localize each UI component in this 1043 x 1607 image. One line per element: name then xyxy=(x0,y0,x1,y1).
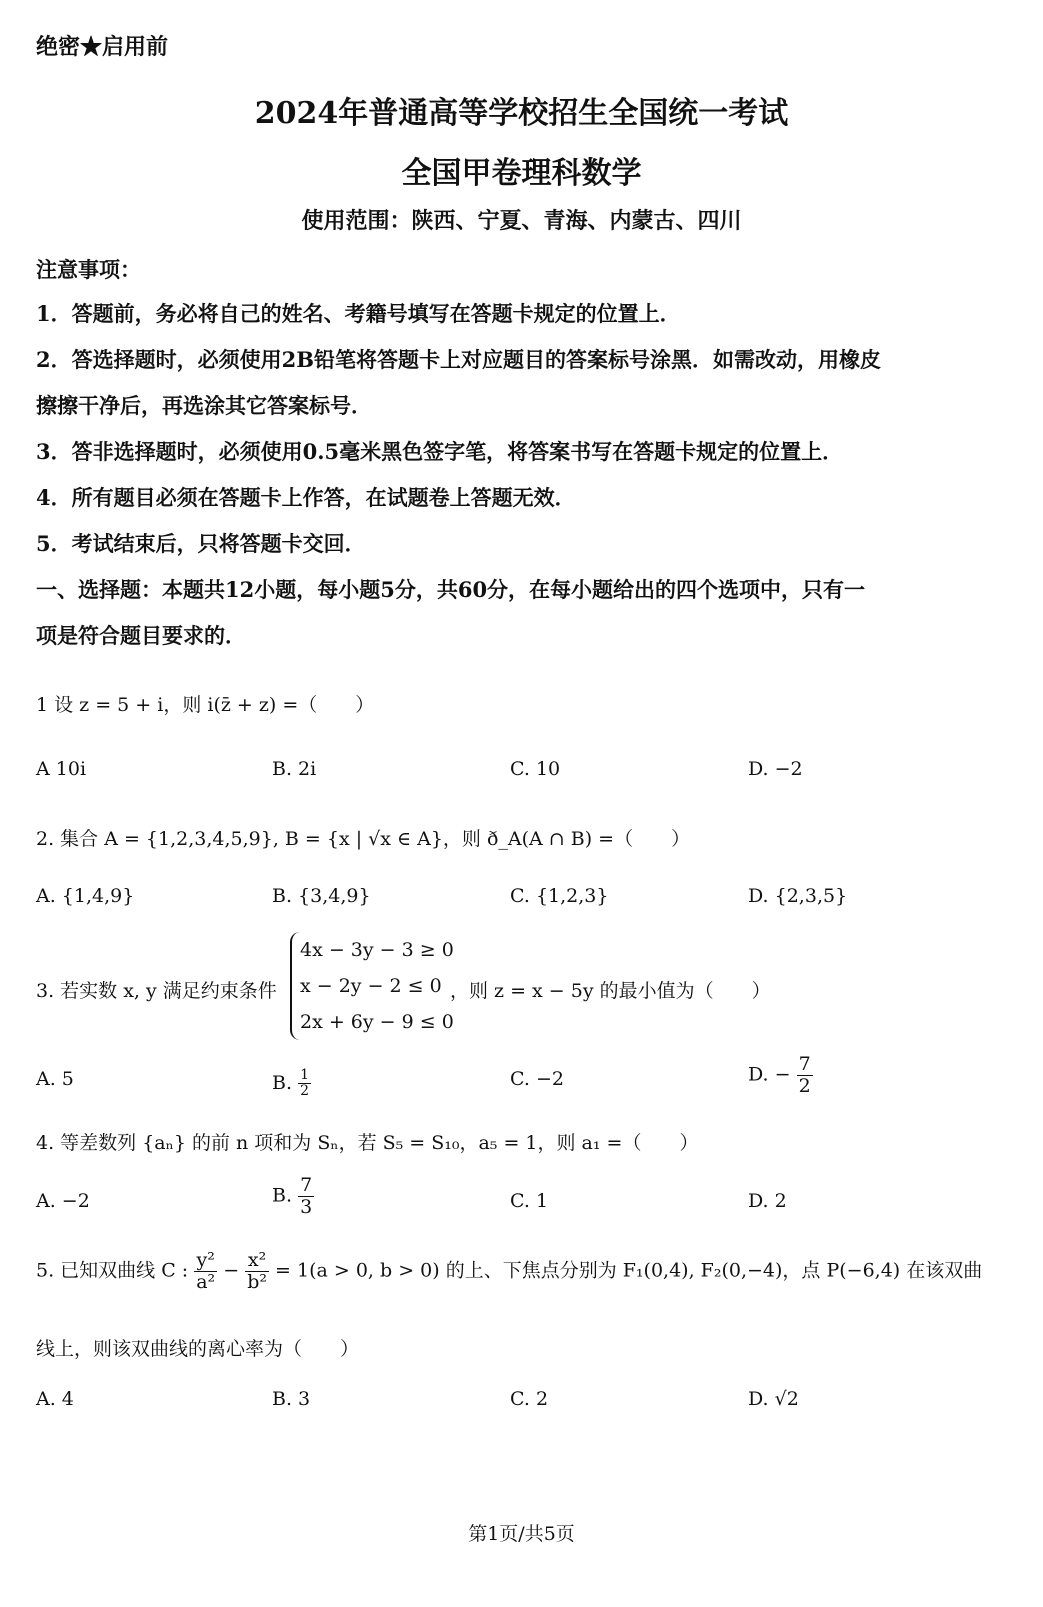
q5-option-b: B. 3 xyxy=(272,1388,311,1410)
fraction-denominator: 2 xyxy=(300,1083,309,1100)
note-item: 4．所有题目必须在答题卡上作答，在试题卷上答题无效． xyxy=(36,485,576,510)
q5-minus: − xyxy=(223,1259,240,1282)
q3-option-c: C. −2 xyxy=(510,1068,564,1090)
fraction-denominator: b² xyxy=(247,1270,267,1293)
question-3-stem-pre: 3. 若实数 x, y 满足约束条件 xyxy=(36,980,277,1002)
q3-option-d-fraction xyxy=(797,1054,813,1097)
fraction-denominator: a² xyxy=(196,1270,216,1293)
question-1-stem: 1 设 z = 5 + i，则 i(z̄ + z) =（ ） xyxy=(36,694,375,716)
q5-stem-post: = 1(a > 0, b > 0) 的上、下焦点分别为 F₁(0,4), F₂(0,−4)，点 P(−6,4) 在该双曲 xyxy=(275,1259,983,1282)
q1-option-b: B. 2i xyxy=(272,758,317,780)
q5-option-d: D. √2 xyxy=(748,1388,799,1410)
q5-fraction-2 xyxy=(245,1250,269,1293)
fraction-numerator: x² xyxy=(245,1250,269,1272)
question-5-stem-line2: 线上，则该双曲线的离心率为（ ） xyxy=(36,1338,360,1360)
q3-option-d-label: D. − xyxy=(748,1063,791,1086)
q5-option-c: C. 2 xyxy=(510,1388,549,1410)
question-2-stem: 2. 集合 A = {1,2,3,4,5,9}, B = {x | √x ∈ A}，则 ð_A(A ∩ B) =（ ） xyxy=(36,828,691,850)
q1-option-c: C. 10 xyxy=(510,758,561,780)
q5-fraction-1 xyxy=(194,1250,217,1293)
q5-stem-pre: 5. 已知双曲线 C : xyxy=(36,1259,189,1282)
q3-option-b-label: B. xyxy=(272,1071,293,1094)
fraction-denominator: 2 xyxy=(798,1074,811,1097)
q4-option-b-fraction xyxy=(298,1175,314,1218)
q3-constraint: x − 2y − 2 ≤ 0 xyxy=(300,975,442,997)
q4-option-b-label: B. xyxy=(272,1184,293,1207)
q3-option-a: A. 5 xyxy=(36,1068,74,1090)
q2-option-a: A. {1,4,9} xyxy=(36,885,135,907)
q3-constraint-system xyxy=(290,932,454,1040)
question-4-stem: 4. 等差数列 {aₙ} 的前 n 项和为 Sₙ，若 S₅ = S₁₀，a₅ = 1，则 a₁ =（ ） xyxy=(36,1132,699,1154)
section-heading: 一、选择题：本题共12小题，每小题5分，共60分，在每小题给出的四个选项中，只有一 xyxy=(36,577,866,602)
q3-option-b xyxy=(272,1068,311,1100)
note-item: 擦擦干净后，再选涂其它答案标号． xyxy=(36,393,372,418)
q2-option-d: D. {2,3,5} xyxy=(748,885,848,907)
note-item: 2．答选择题时，必须使用2B铅笔将答题卡上对应题目的答案标号涂黑．如需改动，用橡皮 xyxy=(36,347,881,372)
question-5-stem xyxy=(36,1250,982,1293)
secret-label: 绝密★启用前 xyxy=(36,34,169,60)
exam-subtitle: 全国甲卷理科数学 xyxy=(401,156,642,191)
notes-heading: 注意事项： xyxy=(36,257,141,282)
exam-scope: 使用范围：陕西、宁夏、青海、内蒙古、四川 xyxy=(301,208,742,234)
q4-option-c: C. 1 xyxy=(510,1190,549,1212)
q3-constraint: 4x − 3y − 3 ≥ 0 xyxy=(300,939,454,961)
q3-option-d xyxy=(748,1054,813,1097)
fraction-numerator: 7 xyxy=(798,1053,811,1075)
fraction-numerator: 1 xyxy=(300,1067,309,1083)
section-heading-cont: 项是符合题目要求的． xyxy=(36,623,246,648)
note-item: 3．答非选择题时，必须使用0.5毫米黑色签字笔，将答案书写在答题卡规定的位置上． xyxy=(36,439,844,464)
q4-option-d: D. 2 xyxy=(748,1190,787,1212)
fraction-numerator: y² xyxy=(194,1250,217,1272)
q2-option-b: B. {3,4,9} xyxy=(272,885,371,907)
q1-option-d: D. −2 xyxy=(748,758,803,780)
fraction-numerator: 7 xyxy=(300,1174,313,1196)
q3-option-b-fraction xyxy=(298,1068,311,1100)
note-item: 5．考试结束后，只将答题卡交回． xyxy=(36,531,366,556)
q4-option-a: A. −2 xyxy=(36,1190,90,1212)
q4-option-b xyxy=(272,1175,314,1218)
question-3-stem-post: ，则 z = x − 5y 的最小值为（ ） xyxy=(450,980,771,1002)
fraction-denominator: 3 xyxy=(300,1195,313,1218)
exam-title: 2024年普通高等学校招生全国统一考试 xyxy=(254,96,789,131)
q3-constraint: 2x + 6y − 9 ≤ 0 xyxy=(300,1011,454,1033)
page-footer: 第1页/共5页 xyxy=(468,1523,575,1545)
q5-option-a: A. 4 xyxy=(36,1388,74,1410)
q1-option-a: A 10i xyxy=(36,758,87,780)
q2-option-c: C. {1,2,3} xyxy=(510,885,609,907)
note-item: 1．答题前，务必将自己的姓名、考籍号填写在答题卡规定的位置上． xyxy=(36,301,681,326)
